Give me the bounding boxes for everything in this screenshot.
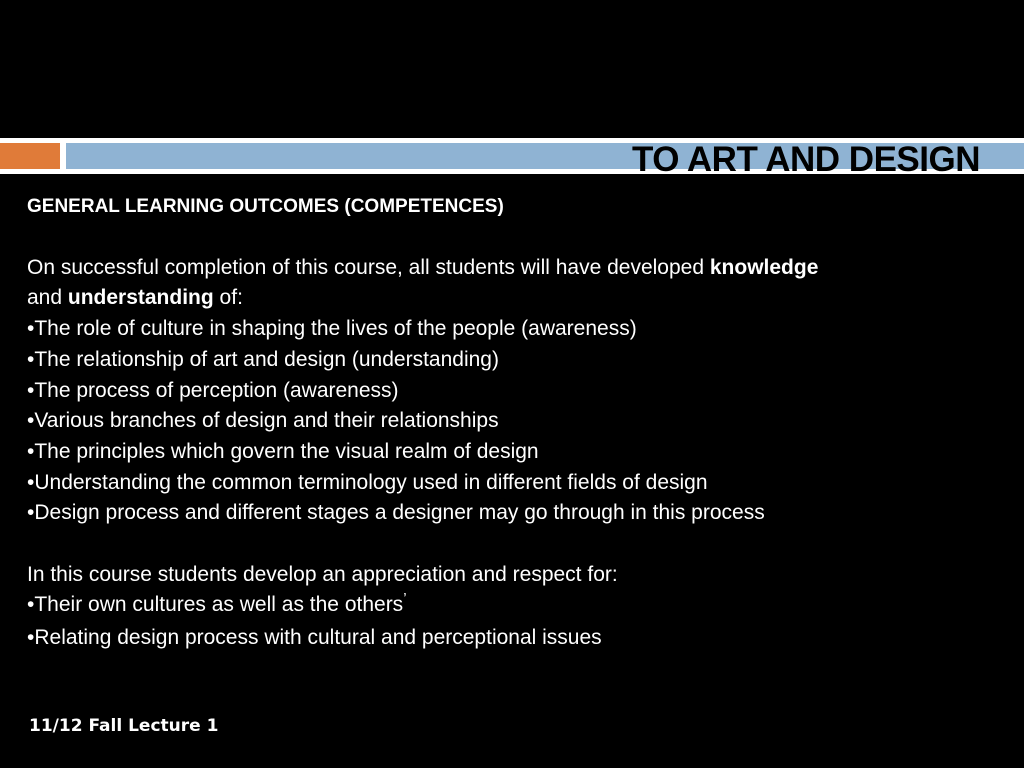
appreciation-item-text: •Their own cultures as well as the others [27,593,404,617]
outcome-item: •Design process and different stages a designer may go through in this process [27,501,765,525]
intro-text: and [27,286,68,310]
header-band-orange [0,143,60,169]
intro-bold-understanding: understanding [67,286,214,310]
section-heading: GENERAL LEARNING OUTCOMES (COMPETENCES) [27,196,504,217]
intro-bold-knowledge: knowledge [709,255,819,279]
intro-text: On successful completion of this course, all students will have developed [27,255,710,279]
outcome-item: •The principles which govern the visual realm of design [27,439,539,463]
outcome-item: •Understanding the common terminology used in different fields of design [27,470,708,494]
outcome-item: •The relationship of art and design (understanding) [27,347,499,371]
outcome-item: •Various branches of design and their relationships [27,409,499,433]
slide-title: TO ART AND DESIGN [632,140,980,179]
intro-line-1 [27,253,1007,284]
apostrophe-mark: ’ [403,590,407,608]
appreciation-intro: In this course students develop an appreciation and respect for: [27,562,618,586]
outcome-item: •The process of perception (awareness) [27,378,399,402]
outcome-item: •The role of culture in shaping the lives of the people (awareness) [27,317,637,341]
appreciation-item [27,590,1007,623]
slide-body [27,192,1007,654]
spacer [27,222,1007,253]
slide-footer: 11/12 Fall Lecture 1 [29,716,219,736]
intro-text: of: [213,286,243,310]
appreciation-item: •Relating design process with cultural and perceptional issues [27,626,602,650]
spacer [27,529,1007,560]
intro-line-2 [27,283,1007,314]
